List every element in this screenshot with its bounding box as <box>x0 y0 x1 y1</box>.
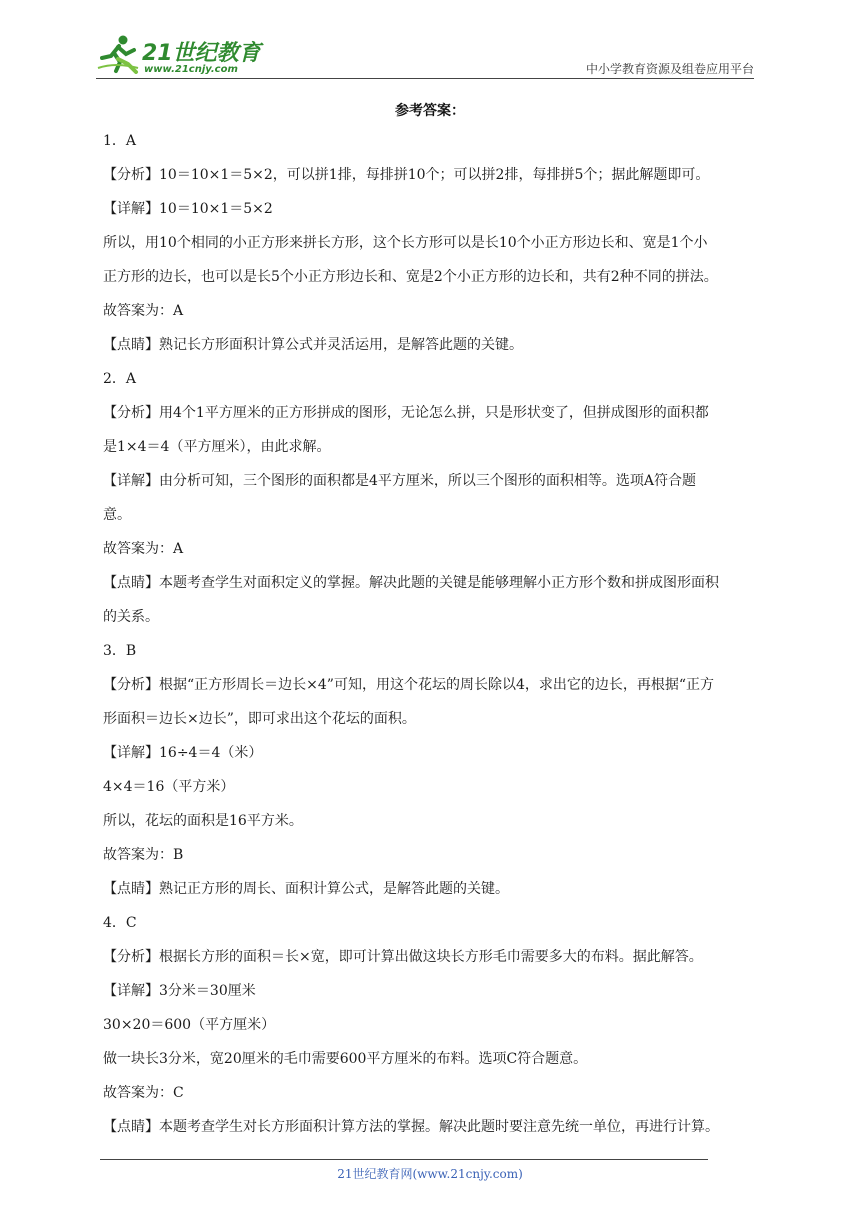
text-line: 故答案为：A <box>103 541 184 557</box>
text-line: 3．B <box>103 643 137 659</box>
text-line: 形面积＝边长×边长”，即可求出这个花坛的面积。 <box>103 711 416 727</box>
text-line: 【点睛】熟记正方形的周长、面积计算公式，是解答此题的关键。 <box>103 881 509 897</box>
header-divider <box>96 78 754 79</box>
text-line: 30×20＝600（平方厘米） <box>103 1017 276 1033</box>
text-line: 【点睛】本题考查学生对长方形面积计算方法的掌握。解决此题时要注意先统一单位，再进行计算。 <box>103 1119 719 1135</box>
text-line: 的关系。 <box>103 609 159 625</box>
footer-divider <box>100 1159 708 1160</box>
text-line: 【分析】用4个1平方厘米的正方形拼成的图形，无论怎么拼，只是形状变了，但拼成图形的面积都 <box>103 405 709 421</box>
answer-content <box>103 124 763 1144</box>
text-line: 【分析】根据“正方形周长＝边长×4”可知，用这个花坛的周长除以4，求出它的边长，再根据“正方 <box>103 677 715 693</box>
text-line: 【详解】由分析可知，三个图形的面积都是4平方厘米，所以三个图形的面积相等。选项A符合题 <box>103 473 697 489</box>
text-line: 故答案为：A <box>103 303 184 319</box>
text-line: 【详解】3分米＝30厘米 <box>103 983 256 999</box>
page-title: 参考答案： <box>395 103 465 119</box>
text-line: 所以，用10个相同的小正方形来拼长方形，这个长方形可以是长10个小正方形边长和、宽是1个小 <box>103 235 708 251</box>
text-line: 4．C <box>103 915 137 931</box>
footer-link[interactable]: 21世纪教育网(www.21cnjy.com) <box>337 1167 523 1181</box>
page-header <box>0 0 860 80</box>
logo-text: 21世纪教育 <box>142 41 261 66</box>
platform-name: 中小学教育资源及组卷应用平台 <box>585 62 754 76</box>
text-line: 故答案为：C <box>103 1085 184 1101</box>
site-logo <box>96 34 266 78</box>
text-line: 【点睛】本题考查学生对面积定义的掌握。解决此题的关键是能够理解小正方形个数和拼成图形面积 <box>103 575 719 591</box>
logo-url: www.21cnjy.com <box>144 64 238 75</box>
text-line: 【详解】10＝10×1＝5×2 <box>103 201 273 217</box>
text-line: 意。 <box>103 507 131 523</box>
text-line: 正方形的边长，也可以是长5个小正方形边长和、宽是2个小正方形的边长和，共有2种不同的拼法。 <box>103 269 718 285</box>
text-line: 【分析】根据长方形的面积＝长×宽，即可计算出做这块长方形毛巾需要多大的布料。据此解答。 <box>103 949 703 965</box>
text-line: 【详解】16÷4＝4（米） <box>103 745 263 761</box>
text-line: 故答案为：B <box>103 847 184 863</box>
text-line: 【分析】10＝10×1＝5×2，可以拼1排，每排拼10个；可以拼2排，每排拼5个；据此解题即可。 <box>103 167 710 183</box>
text-line: 4×4＝16（平方米） <box>103 779 235 795</box>
text-line: 做一块长3分米，宽20厘米的毛巾需要600平方厘米的布料。选项C符合题意。 <box>103 1051 588 1067</box>
text-line: 【点睛】熟记长方形面积计算公式并灵活运用，是解答此题的关键。 <box>103 337 523 353</box>
text-line: 所以，花坛的面积是16平方米。 <box>103 813 303 829</box>
text-line: 2．A <box>103 371 137 387</box>
text-line: 是1×4＝4（平方厘米），由此求解。 <box>103 439 331 455</box>
runner-logo-icon <box>96 34 140 74</box>
text-line: 1．A <box>103 133 137 149</box>
